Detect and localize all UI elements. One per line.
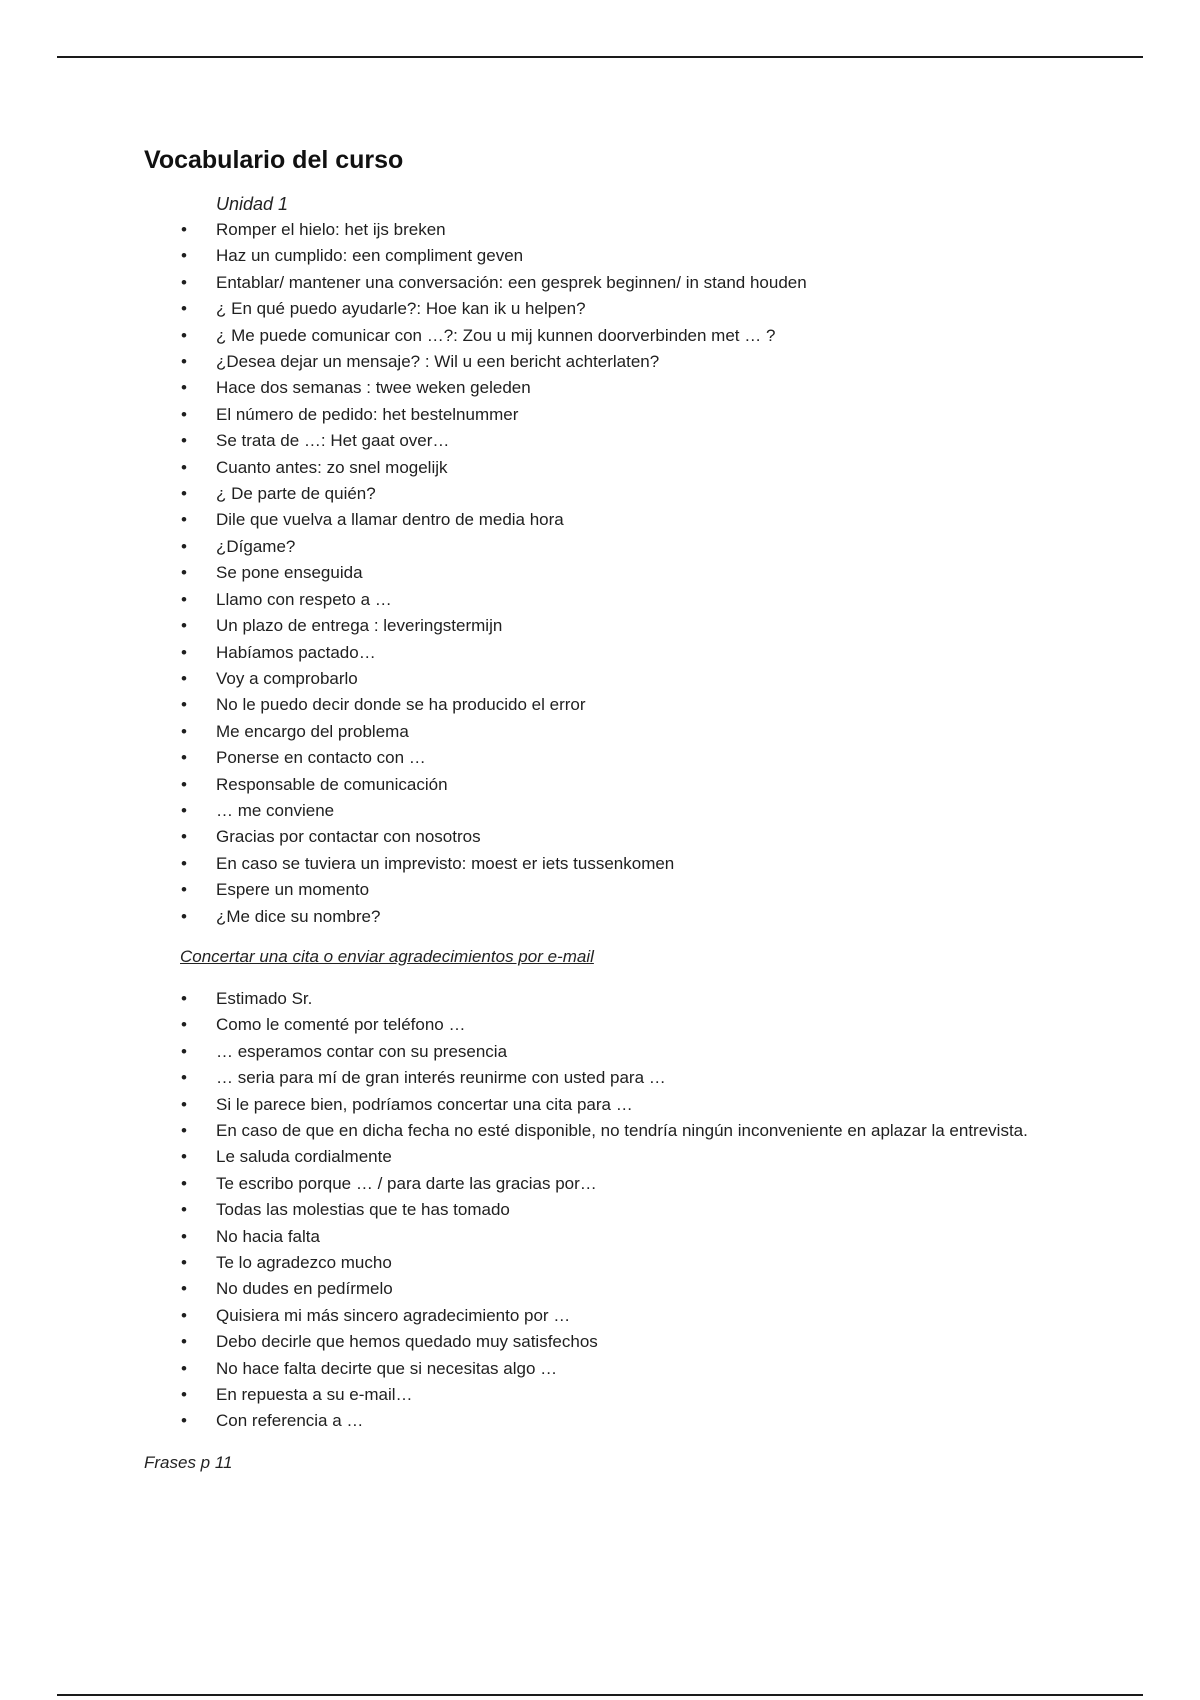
bullet-icon: •: [181, 431, 187, 451]
list-item: [144, 1118, 1044, 1144]
bullet-icon: •: [181, 1200, 187, 1220]
unit-heading: Unidad 1: [216, 194, 289, 214]
list-item-text: Me encargo del problema: [216, 721, 409, 741]
list-item-text: Quisiera mi más sincero agradecimiento por …: [216, 1305, 571, 1325]
bullet-icon: •: [181, 1015, 187, 1035]
bullet-icon: •: [181, 378, 187, 398]
list-item: [144, 534, 1044, 560]
bullet-icon: •: [181, 404, 187, 424]
list-item: [144, 349, 1044, 375]
list-item: [144, 481, 1044, 507]
list-item: [144, 1224, 1044, 1250]
list-item-text: Como le comenté por teléfono …: [216, 1015, 466, 1035]
page-title: Vocabulario del curso: [144, 146, 404, 174]
list-item: [144, 1408, 1044, 1434]
bullet-icon: •: [181, 563, 187, 583]
bullet-icon: •: [181, 1121, 187, 1140]
bullet-icon: •: [181, 1411, 187, 1431]
list-item: [144, 560, 1044, 586]
list-item: [144, 824, 1044, 850]
bullet-icon: •: [181, 827, 187, 847]
list-item: [144, 1276, 1044, 1302]
list-item: [144, 1012, 1044, 1038]
bullet-icon: •: [181, 299, 187, 319]
list-item: [144, 323, 1044, 349]
bullet-icon: •: [181, 906, 187, 926]
list-item-text: ¿ De parte de quién?: [216, 484, 376, 504]
list-item: [144, 692, 1044, 718]
list-item-text: ¿Dígame?: [216, 536, 296, 556]
list-item-text: Habíamos pactado…: [216, 642, 376, 662]
list-item-text: Haz un cumplido: een compliment geven: [216, 246, 524, 266]
list-item-text: Un plazo de entrega : leveringstermijn: [216, 616, 503, 636]
list-item-text: … esperamos contar con su presencia: [216, 1041, 508, 1061]
list-item-text: Le saluda cordialmente: [216, 1147, 392, 1167]
bullet-icon: •: [181, 510, 187, 530]
bullet-icon: •: [181, 484, 187, 504]
footer-note: Frases p 11: [144, 1452, 233, 1472]
unit-vocab-list: [144, 217, 1044, 930]
list-item-text: ¿ En qué puedo ayudarle?: Hoe kan ik u helpen?: [216, 299, 586, 319]
list-item: [144, 587, 1044, 613]
bullet-icon: •: [181, 246, 187, 266]
list-item-text: Llamo con respeto a …: [216, 589, 392, 609]
bullet-icon: •: [181, 1358, 187, 1378]
list-item: [144, 1356, 1044, 1382]
list-item: [144, 1171, 1044, 1197]
list-item-text: Todas las molestias que te has tomado: [216, 1200, 510, 1220]
bullet-icon: •: [181, 721, 187, 741]
bullet-icon: •: [181, 774, 187, 794]
list-item-text: No dudes en pedírmelo: [216, 1279, 393, 1299]
bullet-icon: •: [181, 880, 187, 900]
bullet-icon: •: [181, 352, 187, 372]
bullet-icon: •: [181, 1332, 187, 1352]
list-item-text: Entablar/ mantener una conversación: een gesprek beginnen/ in stand houden: [216, 272, 807, 292]
list-item-text: Estimado Sr.: [216, 988, 313, 1008]
bullet-icon: •: [181, 457, 187, 477]
list-item-text: Responsable de comunicación: [216, 774, 448, 794]
bullet-icon: •: [181, 616, 187, 636]
list-item: [144, 1382, 1044, 1408]
bullet-icon: •: [181, 1068, 187, 1088]
list-item: [144, 243, 1044, 269]
bullet-icon: •: [181, 800, 187, 820]
list-item: [144, 455, 1044, 481]
list-item-text: Te lo agradezco mucho: [216, 1253, 392, 1273]
bullet-icon: •: [181, 589, 187, 609]
list-item: [144, 877, 1044, 903]
bullet-icon: •: [181, 1226, 187, 1246]
list-item-text: Se trata de …: Het gaat over…: [216, 431, 450, 451]
list-item: [144, 217, 1044, 243]
bullet-icon: •: [181, 668, 187, 688]
list-item-text: ¿Desea dejar un mensaje? : Wil u een bericht achterlaten?: [216, 352, 660, 372]
list-item-text: Te escribo porque … / para darte las gracias por…: [216, 1173, 597, 1193]
list-item: [144, 1250, 1044, 1276]
list-item: [144, 745, 1044, 771]
list-item-text: ¿Me dice su nombre?: [216, 906, 381, 926]
list-item-text: Dile que vuelva a llamar dentro de media hora: [216, 510, 564, 530]
list-item-text: No hacia falta: [216, 1226, 320, 1246]
list-item-text: Si le parece bien, podríamos concertar una cita para …: [216, 1094, 633, 1114]
list-item: [144, 296, 1044, 322]
bullet-icon: •: [181, 1147, 187, 1167]
bullet-icon: •: [181, 988, 187, 1008]
list-item: [144, 640, 1044, 666]
list-item-text: En caso de que en dicha fecha no esté disponible, no tendría ningún inconveniente en aplazar la entrevista.: [216, 1121, 1028, 1140]
list-item-text: … seria para mí de gran interés reunirme con usted para …: [216, 1068, 666, 1088]
bullet-icon: •: [181, 1173, 187, 1193]
bullet-icon: •: [181, 536, 187, 556]
list-item-text: No hace falta decirte que si necesitas algo …: [216, 1358, 558, 1378]
list-item: [144, 1144, 1044, 1170]
bullet-icon: •: [181, 1253, 187, 1273]
top-rule: [57, 56, 1143, 58]
list-item: [144, 613, 1044, 639]
list-item: [144, 507, 1044, 533]
email-phrases-list: [144, 986, 1044, 1435]
list-item: [144, 904, 1044, 930]
list-item: [144, 772, 1044, 798]
bullet-icon: •: [181, 1305, 187, 1325]
list-item-text: No le puedo decir donde se ha producido el error: [216, 695, 586, 715]
list-item: [144, 719, 1044, 745]
list-item-text: Espere un momento: [216, 880, 370, 900]
list-item: [144, 798, 1044, 824]
list-item-text: Romper el hielo: het ijs breken: [216, 220, 446, 239]
list-item-text: Ponerse en contacto con …: [216, 748, 426, 768]
list-item: [144, 666, 1044, 692]
bullet-icon: •: [181, 1279, 187, 1299]
list-item-text: Debo decirle que hemos quedado muy satisfechos: [216, 1332, 598, 1352]
list-item: [144, 428, 1044, 454]
list-item-text: Gracias por contactar con nosotros: [216, 827, 481, 847]
bullet-icon: •: [181, 1385, 187, 1405]
list-item-text: El número de pedido: het bestelnummer: [216, 404, 519, 424]
list-item: [144, 1329, 1044, 1355]
bullet-icon: •: [181, 853, 187, 873]
list-item-text: Con referencia a …: [216, 1411, 364, 1431]
list-item: [144, 1303, 1044, 1329]
list-item: [144, 851, 1044, 877]
bullet-icon: •: [181, 1041, 187, 1061]
list-item-text: Hace dos semanas : twee weken geleden: [216, 378, 531, 398]
list-item: [144, 1065, 1044, 1091]
list-item: [144, 270, 1044, 296]
list-item-text: Cuanto antes: zo snel mogelijk: [216, 457, 448, 477]
list-item-text: En repuesta a su e-mail…: [216, 1385, 413, 1405]
bullet-icon: •: [181, 642, 187, 662]
list-item-text: … me conviene: [216, 800, 335, 820]
document-body: [144, 143, 1044, 1476]
list-item: [144, 1039, 1044, 1065]
bullet-icon: •: [181, 748, 187, 768]
bottom-rule: [57, 1694, 1143, 1696]
bullet-icon: •: [181, 1094, 187, 1114]
bullet-icon: •: [181, 272, 187, 292]
bullet-icon: •: [181, 220, 187, 239]
list-item: [144, 1092, 1044, 1118]
list-item-text: Voy a comprobarlo: [216, 668, 358, 688]
list-item-text: En caso se tuviera un imprevisto: moest er iets tussenkomen: [216, 853, 675, 873]
list-item-text: Se pone enseguida: [216, 563, 363, 583]
bullet-icon: •: [181, 325, 187, 345]
list-item: [144, 986, 1044, 1012]
section-heading: Concertar una cita o enviar agradecimientos por e-mail: [180, 946, 594, 966]
list-item: [144, 402, 1044, 428]
list-item: [144, 375, 1044, 401]
list-item-text: ¿ Me puede comunicar con …?: Zou u mij kunnen doorverbinden met … ?: [216, 325, 776, 345]
bullet-icon: •: [181, 695, 187, 715]
list-item: [144, 1197, 1044, 1223]
